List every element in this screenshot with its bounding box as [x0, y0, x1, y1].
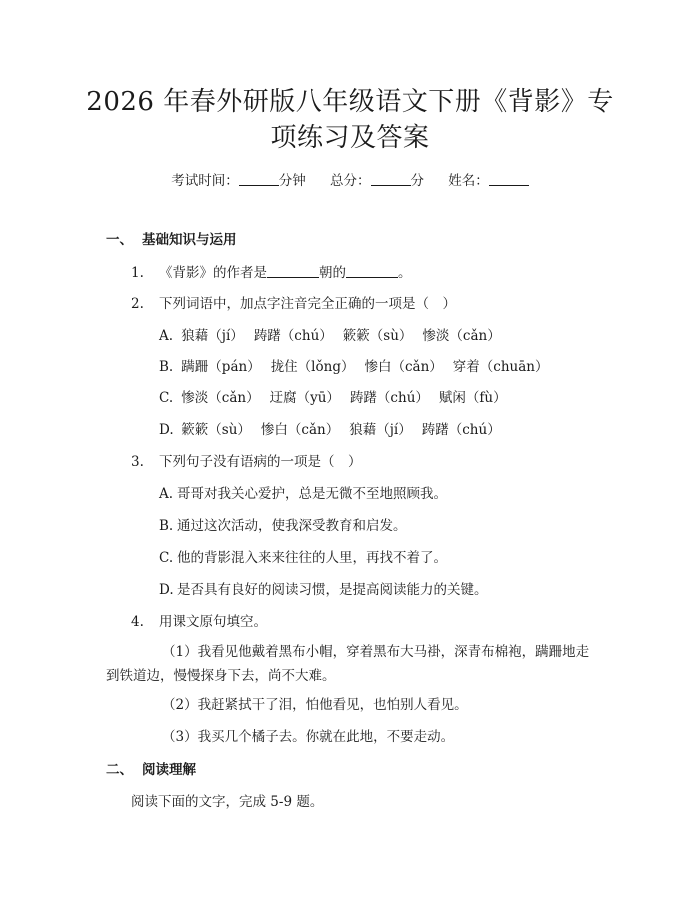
option-row: [159, 389, 517, 407]
option-letter: A.: [159, 486, 174, 502]
option-word: 狼藉（jí）: [181, 328, 244, 344]
option-letter: D.: [159, 582, 174, 598]
question-number: 1.: [131, 265, 144, 281]
section-heading-1: [106, 231, 237, 249]
section-number: 二、: [106, 762, 133, 778]
section-number: 一、: [106, 232, 133, 248]
student-name-label: 姓名：: [448, 173, 489, 189]
question-1: [131, 263, 412, 282]
option-row: [159, 549, 447, 567]
option-word: 惨白（cǎn）: [364, 359, 443, 375]
question-text: 《背影》的作者是: [159, 265, 267, 281]
option-word: 惨淡（cǎn）: [181, 390, 260, 406]
question-3: [131, 453, 362, 471]
exam-time-field: [171, 169, 306, 189]
reading-intro: 阅读下面的文字，完成 5-9 题。: [131, 794, 324, 810]
option-row: [159, 517, 407, 535]
exam-time-label: 考试时间：: [171, 173, 239, 189]
exam-info-row: [0, 169, 700, 189]
section-title: 阅读理解: [142, 762, 196, 778]
question-text: 朝的: [319, 265, 346, 281]
answer-blank: [267, 263, 319, 278]
option-word: 惨淡（cǎn）: [422, 328, 501, 344]
option-letter: C.: [159, 550, 174, 566]
question-number: 3.: [131, 454, 144, 470]
question-text: 用课文原句填空。: [159, 614, 267, 630]
answer-paragraph: （2）我赶紧拭干了泪，怕他看见，也怕别人看见。: [162, 697, 468, 713]
option-letter: D.: [159, 422, 174, 438]
option-row: [159, 581, 488, 599]
option-row: [159, 358, 559, 376]
question-number: 2.: [131, 296, 144, 312]
total-score-label: 总分：: [330, 173, 371, 189]
option-row: [159, 485, 447, 503]
option-word: 迂腐（yū）: [269, 390, 340, 406]
total-score-blank: [371, 171, 411, 186]
option-word: 穿着（chuān）: [452, 359, 549, 375]
option-word: 簌簌（sù）: [342, 328, 413, 344]
option-row: [159, 421, 511, 439]
option-letter: C.: [159, 390, 174, 406]
option-word: 踌躇（chú）: [349, 390, 429, 406]
option-word: 簌簌（sù）: [181, 422, 251, 438]
option-row: [159, 327, 511, 345]
option-word: 赋闲（fù）: [438, 390, 507, 406]
section-heading-2: [106, 761, 196, 779]
option-word: 踌躇（chú）: [421, 422, 501, 438]
exam-time-unit: 分钟: [278, 173, 306, 189]
option-letter: A.: [159, 328, 174, 344]
option-letter: B.: [159, 359, 174, 375]
option-text: 他的背影混入来来往往的人里，再找不着了。: [177, 550, 447, 566]
question-number: 4.: [131, 614, 144, 630]
option-letter: B.: [159, 518, 174, 534]
student-name-blank: [489, 171, 529, 186]
option-word: 狼藉（jí）: [349, 422, 412, 438]
total-score-unit: 分: [410, 173, 424, 189]
student-name-field: [448, 169, 529, 189]
option-text: 是否具有良好的阅读习惯，是提高阅读能力的关键。: [177, 582, 488, 598]
option-text: 哥哥对我关心爱护，总是无微不至地照顾我。: [177, 486, 447, 502]
question-2: [131, 295, 456, 313]
option-word: 踌躇（chú）: [253, 328, 333, 344]
answer-paragraph: （1）我看见他戴着黑布小帽，穿着黑布大马褂，深青布棉袍，蹒跚地走到铁道边，慢慢探身下去，尚不大难。: [106, 644, 590, 684]
option-text: 通过这次活动，使我深受教育和启发。: [177, 518, 407, 534]
option-word: 惨白（cǎn）: [260, 422, 340, 438]
option-word: 蹒跚（pán）: [181, 359, 261, 375]
answer-paragraph: （3）我买几个橘子去。你就在此地，不要走动。: [162, 729, 455, 745]
option-word: 拢住（lǒng）: [270, 359, 355, 375]
page-title-line-2: 项练习及答案: [270, 123, 430, 153]
exam-time-blank: [239, 171, 279, 186]
question-text: 下列词语中，加点字注音完全正确的一项是（ ）: [159, 296, 456, 312]
total-score-field: [330, 169, 424, 189]
question-text: 。: [398, 265, 412, 281]
question-4: [131, 613, 267, 631]
answer-blank: [346, 263, 398, 278]
page-title-line-1: 2026 年春外研版八年级语文下册《背影》专: [86, 87, 614, 117]
section-title: 基础知识与运用: [142, 232, 237, 248]
question-text: 下列句子没有语病的一项是（ ）: [159, 454, 362, 470]
